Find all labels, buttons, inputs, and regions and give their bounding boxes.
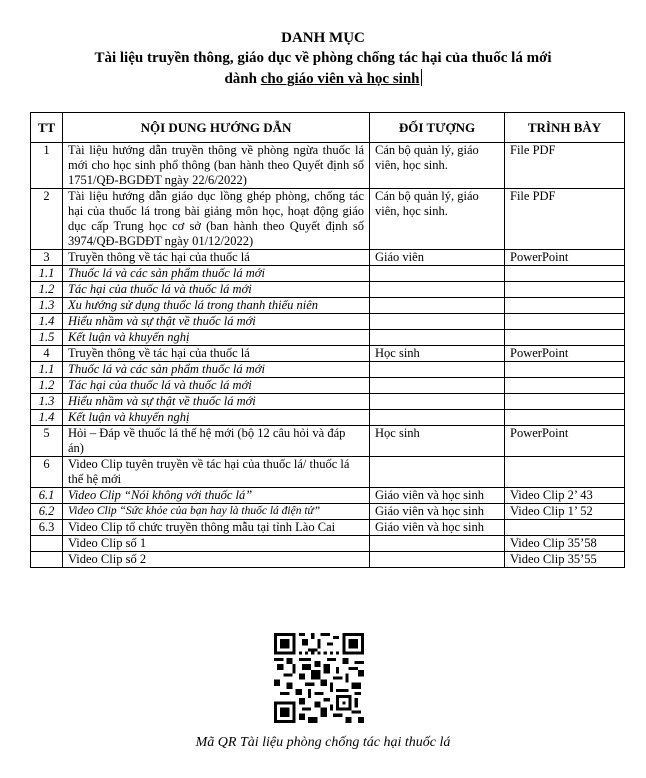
table-row xyxy=(31,504,625,520)
row-content: Tài liệu hướng dẫn giáo dục lồng ghép phòng, chống tác hại của thuốc lá trong bài giảng môn học, hoạt động giáo dục cấp Trung học cơ sở (ban hành theo Quyết định số 3974/QĐ-BGDĐT ngày 01/12/2022) xyxy=(63,189,370,250)
row-content: Thuốc lá và các sản phẩm thuốc lá mới xyxy=(63,266,370,282)
document-subtitle: Tài liệu truyền thông, giáo dục về phòng chống tác hại của thuốc lá mới xyxy=(94,50,552,66)
row-format: PowerPoint xyxy=(505,346,625,362)
row-index: 1.3 xyxy=(31,298,63,314)
table-row xyxy=(31,314,625,330)
text-cursor xyxy=(421,69,422,86)
subtitle-line2-underlined: cho giáo viên và học sinh xyxy=(260,71,420,87)
row-index: 2 xyxy=(31,189,63,250)
row-format: Video Clip 1’ 52 xyxy=(505,504,625,520)
row-format xyxy=(505,314,625,330)
row-content: Tài liệu hướng dẫn truyền thông về phòng ngừa thuốc lá mới cho học sinh phổ thông (ban hành theo Quyết định số 1751/QĐ-BGDĐT ngày 22/6/2022) xyxy=(63,143,370,189)
row-target xyxy=(370,362,505,378)
table-row xyxy=(31,266,625,282)
row-target: Cán bộ quản lý, giáo viên, học sinh. xyxy=(370,143,505,189)
table-row xyxy=(31,330,625,346)
table-row xyxy=(31,520,625,536)
row-content: Video Clip “Sức khỏe của bạn hay là thuốc lá điện tử” xyxy=(63,504,370,520)
table-row xyxy=(31,426,625,457)
row-index: 1.1 xyxy=(31,362,63,378)
table-row xyxy=(31,457,625,488)
document-list-table xyxy=(30,112,625,568)
table-row xyxy=(31,394,625,410)
qr-caption: Mã QR Tài liệu phòng chống tác hại thuốc lá xyxy=(195,735,451,750)
row-content: Tác hại của thuốc lá và thuốc lá mới xyxy=(63,378,370,394)
row-format: Video Clip 35’55 xyxy=(505,552,625,568)
row-content: Video Clip số 2 xyxy=(63,552,370,568)
row-target: Cán bộ quản lý, giáo viên, học sinh. xyxy=(370,189,505,250)
row-target xyxy=(370,552,505,568)
row-target xyxy=(370,394,505,410)
subtitle-line2-part1: dành xyxy=(224,71,261,87)
table-row xyxy=(31,488,625,504)
header-content: NỘI DUNG HƯỚNG DẪN xyxy=(63,113,370,143)
row-format xyxy=(505,410,625,426)
row-content: Thuốc lá và các sản phẩm thuốc lá mới xyxy=(63,362,370,378)
table-row xyxy=(31,189,625,250)
row-target: Giáo viên và học sinh xyxy=(370,520,505,536)
row-index: 6.3 xyxy=(31,520,63,536)
row-target xyxy=(370,378,505,394)
row-content: Xu hướng sử dụng thuốc lá trong thanh thiếu niên xyxy=(63,298,370,314)
row-content: Kết luận và khuyến nghị xyxy=(63,410,370,426)
table-row xyxy=(31,552,625,568)
row-format xyxy=(505,330,625,346)
row-index: 1.3 xyxy=(31,394,63,410)
row-format: File PDF xyxy=(505,143,625,189)
row-target: Giáo viên và học sinh xyxy=(370,504,505,520)
row-index: 5 xyxy=(31,426,63,457)
row-content: Video Clip tổ chức truyền thông mẫu tại tỉnh Lào Cai xyxy=(63,520,370,536)
row-format: File PDF xyxy=(505,189,625,250)
row-index xyxy=(31,552,63,568)
row-index: 6.1 xyxy=(31,488,63,504)
row-format xyxy=(505,378,625,394)
row-content: Hiểu nhầm và sự thật về thuốc lá mới xyxy=(63,314,370,330)
row-target xyxy=(370,314,505,330)
row-content: Video Clip “Nói không với thuốc lá” xyxy=(63,488,370,504)
header-format: TRÌNH BÀY xyxy=(505,113,625,143)
row-index: 3 xyxy=(31,250,63,266)
qr-code[interactable] xyxy=(274,633,364,723)
row-content: Hiểu nhầm và sự thật về thuốc lá mới xyxy=(63,394,370,410)
row-format xyxy=(505,298,625,314)
row-target xyxy=(370,536,505,552)
row-content: Kết luận và khuyến nghị xyxy=(63,330,370,346)
row-target: Học sinh xyxy=(370,426,505,457)
table-row xyxy=(31,346,625,362)
row-target xyxy=(370,282,505,298)
table-row xyxy=(31,378,625,394)
row-content: Truyền thông về tác hại của thuốc lá xyxy=(63,346,370,362)
row-target: Giáo viên và học sinh xyxy=(370,488,505,504)
row-target: Giáo viên xyxy=(370,250,505,266)
row-index: 1 xyxy=(31,143,63,189)
row-format: PowerPoint xyxy=(505,426,625,457)
row-content: Tác hại của thuốc lá và thuốc lá mới xyxy=(63,282,370,298)
row-index xyxy=(31,536,63,552)
table-row xyxy=(31,410,625,426)
table-row xyxy=(31,143,625,189)
row-content: Truyền thông về tác hại của thuốc lá xyxy=(63,250,370,266)
header-target: ĐỐI TƯỢNG xyxy=(370,113,505,143)
row-content: Video Clip số 1 xyxy=(63,536,370,552)
document-subtitle-line2 xyxy=(0,69,646,90)
row-target xyxy=(370,298,505,314)
row-format: Video Clip 2’ 43 xyxy=(505,488,625,504)
table-row xyxy=(31,536,625,552)
row-target xyxy=(370,457,505,488)
row-index: 1.5 xyxy=(31,330,63,346)
table-row xyxy=(31,298,625,314)
row-index: 4 xyxy=(31,346,63,362)
table-row xyxy=(31,362,625,378)
row-format xyxy=(505,282,625,298)
row-target xyxy=(370,330,505,346)
row-format xyxy=(505,457,625,488)
row-target xyxy=(370,410,505,426)
row-index: 1.4 xyxy=(31,314,63,330)
table-header-row xyxy=(31,113,625,143)
row-index: 6.2 xyxy=(31,504,63,520)
row-content: Video Clip tuyên truyền về tác hại của thuốc lá/ thuốc lá thế hệ mới xyxy=(63,457,370,488)
row-target xyxy=(370,266,505,282)
row-index: 6 xyxy=(31,457,63,488)
row-index: 1.1 xyxy=(31,266,63,282)
row-format xyxy=(505,394,625,410)
row-index: 1.2 xyxy=(31,378,63,394)
row-format: PowerPoint xyxy=(505,250,625,266)
document-title: DANH MỤC xyxy=(281,30,365,46)
row-index: 1.4 xyxy=(31,410,63,426)
table-row xyxy=(31,282,625,298)
row-content: Hỏi – Đáp về thuốc lá thế hệ mới (bộ 12 câu hỏi và đáp án) xyxy=(63,426,370,457)
row-format: Video Clip 35’58 xyxy=(505,536,625,552)
row-index: 1.2 xyxy=(31,282,63,298)
row-target: Học sinh xyxy=(370,346,505,362)
row-format xyxy=(505,520,625,536)
title-block xyxy=(0,28,646,90)
table-row xyxy=(31,250,625,266)
row-format xyxy=(505,266,625,282)
row-format xyxy=(505,362,625,378)
header-tt: TT xyxy=(31,113,63,143)
